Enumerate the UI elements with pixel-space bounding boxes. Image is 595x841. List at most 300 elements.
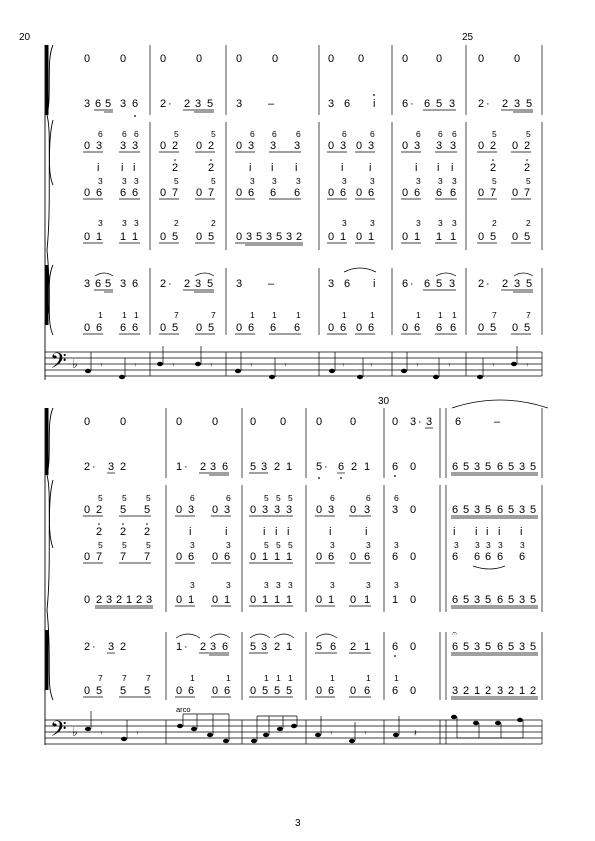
svg-text:3: 3 [520,540,525,550]
svg-text:1: 1 [392,594,399,606]
svg-text:5: 5 [208,322,215,334]
svg-text:3: 3 [474,641,481,653]
svg-text:7: 7 [524,187,531,199]
svg-text:3: 3 [224,504,231,516]
svg-text:0: 0 [212,685,219,697]
svg-text:6: 6 [364,551,371,563]
svg-text:5: 5 [211,129,216,139]
svg-text:3: 3 [261,461,268,473]
svg-text:3: 3 [122,218,127,228]
svg-text:1: 1 [286,594,293,606]
svg-text:5: 5 [144,504,151,516]
svg-text:0: 0 [212,594,219,606]
svg-text:0: 0 [512,187,519,199]
svg-text:𝄾: 𝄾 [100,361,103,371]
svg-text:0: 0 [84,187,91,199]
svg-text:3: 3 [296,176,301,186]
svg-text:–: – [268,98,275,110]
svg-text:0: 0 [196,53,203,65]
svg-text:5: 5 [526,278,533,290]
svg-text:5: 5 [288,493,293,503]
svg-text:0: 0 [176,504,183,516]
svg-text:0: 0 [196,322,203,334]
svg-text:1: 1 [262,594,269,606]
svg-text:3: 3 [342,218,347,228]
svg-text:6: 6 [120,322,127,334]
svg-text:1: 1 [126,594,133,606]
svg-text:0: 0 [316,416,323,428]
page-number: 3 [295,818,301,829]
svg-text:6: 6 [226,493,231,503]
svg-text:i: i [189,526,192,538]
flat-icon-2: ♭ [72,725,78,739]
svg-text:0: 0 [84,416,91,428]
svg-text:6: 6 [122,129,127,139]
svg-text:6: 6 [340,187,347,199]
svg-text:5: 5 [105,98,112,110]
svg-text:0: 0 [410,641,417,653]
svg-text:3: 3 [475,540,480,550]
row-bass-harmony-2 [84,580,538,608]
svg-text:3: 3 [519,594,526,606]
svg-text:0: 0 [350,504,357,516]
bass-clef-icon-2: 𝄢 [50,717,67,747]
svg-text:5: 5 [490,322,497,334]
svg-text:3: 3 [226,580,231,590]
svg-text:5: 5 [250,641,257,653]
svg-text:6: 6 [497,594,504,606]
svg-text:0: 0 [160,140,167,152]
svg-text:6: 6 [424,278,431,290]
svg-text:5: 5 [530,461,537,473]
svg-text:0: 0 [176,594,183,606]
row-rests [84,53,520,65]
svg-text:7: 7 [96,551,103,563]
svg-text:6: 6 [474,551,481,563]
svg-text:0: 0 [236,140,243,152]
svg-text:3: 3 [474,461,481,473]
svg-text:3: 3 [132,140,139,152]
svg-text:𝄾: 𝄾 [134,361,137,371]
svg-text:3: 3 [474,594,481,606]
svg-text:3: 3 [108,641,115,653]
svg-text:𝄾: 𝄾 [364,729,367,739]
bass-notes-1 [85,346,529,379]
svg-text:3: 3 [519,641,526,653]
svg-text:5: 5 [436,98,443,110]
svg-text:·: · [92,461,96,473]
svg-text:6: 6 [248,187,255,199]
svg-text:·: · [324,461,328,473]
svg-text:5: 5 [436,278,443,290]
svg-text:1: 1 [224,594,231,606]
svg-text:5: 5 [530,504,537,516]
svg-text:𝄾: 𝄾 [526,361,529,371]
svg-text:5: 5 [120,504,127,516]
svg-text:6: 6 [452,594,459,606]
svg-text:6: 6 [436,322,443,334]
svg-text:3: 3 [364,504,371,516]
svg-text:6: 6 [450,322,457,334]
svg-text:2: 2 [485,685,492,697]
svg-text:0: 0 [212,504,219,516]
svg-text:1: 1 [296,310,301,320]
svg-text:0: 0 [410,594,417,606]
svg-text:6: 6 [270,187,277,199]
row-chords-lower-2 [83,551,525,569]
bass-clef-icon: 𝄢 [50,349,67,379]
svg-text:3: 3 [519,461,526,473]
svg-text:3: 3 [410,416,417,428]
svg-text:3: 3 [120,278,127,290]
svg-text:2: 2 [172,162,179,174]
svg-text:3: 3 [250,176,255,186]
svg-text:1: 1 [450,231,457,243]
fermata-icon: 𝄐 [452,629,458,639]
svg-text:0: 0 [250,685,257,697]
svg-text:i: i [225,526,228,538]
svg-text:0: 0 [280,416,287,428]
svg-text:3: 3 [328,504,335,516]
svg-text:5: 5 [526,98,533,110]
svg-text:5: 5 [250,461,257,473]
svg-text:6: 6 [368,187,375,199]
svg-text:0: 0 [402,140,409,152]
svg-text:i: i [341,162,344,174]
svg-text:0: 0 [328,187,335,199]
svg-text:3: 3 [274,504,281,516]
svg-text:i: i [249,162,252,174]
svg-text:3: 3 [106,594,113,606]
svg-text:2: 2 [160,278,167,290]
svg-text:6: 6 [190,493,195,503]
svg-text:2: 2 [274,641,281,653]
svg-text:0: 0 [350,416,357,428]
svg-text:i: i [295,162,298,174]
svg-text:5: 5 [146,493,151,503]
svg-text:6: 6 [392,685,399,697]
svg-text:0: 0 [514,53,521,65]
svg-text:i: i [271,162,274,174]
svg-text:0: 0 [356,187,363,199]
svg-text:1: 1 [120,231,127,243]
svg-text:0: 0 [176,551,183,563]
svg-text:3: 3 [449,278,456,290]
svg-text:5: 5 [524,322,531,334]
svg-text:0: 0 [328,140,335,152]
svg-text:3: 3 [236,98,243,110]
svg-text:7: 7 [120,551,127,563]
svg-text:3: 3 [195,98,202,110]
measure-number-30: 30 [378,396,390,407]
svg-text:1: 1 [98,310,103,320]
svg-text:6: 6 [328,685,335,697]
svg-text:0: 0 [478,53,485,65]
svg-text:5: 5 [174,176,179,186]
svg-text:3: 3 [122,176,127,186]
svg-text:6: 6 [248,322,255,334]
svg-text:0: 0 [84,322,91,334]
svg-text:1: 1 [416,310,421,320]
svg-text:0: 0 [272,53,279,65]
svg-text:2: 2 [490,140,497,152]
svg-text:5: 5 [264,493,269,503]
svg-text:2: 2 [120,526,127,538]
svg-text:3: 3 [120,98,127,110]
svg-text:6: 6 [438,129,443,139]
svg-text:6: 6 [455,416,462,428]
svg-text:0: 0 [84,594,91,606]
svg-text:0: 0 [328,53,335,65]
svg-text:0: 0 [392,416,399,428]
svg-text:0: 0 [410,551,417,563]
svg-text:3: 3 [195,278,202,290]
svg-text:3: 3 [366,540,371,550]
svg-text:5: 5 [122,540,127,550]
svg-text:2: 2 [508,685,515,697]
svg-text:0: 0 [410,685,417,697]
svg-text:3: 3 [246,231,253,243]
svg-text:6: 6 [452,504,459,516]
svg-text:3: 3 [370,176,375,186]
row-rests-2 [84,400,548,428]
svg-text:3: 3 [452,218,457,228]
svg-text:3: 3 [146,594,153,606]
svg-text:0: 0 [402,231,409,243]
svg-text:1: 1 [274,551,281,563]
svg-text:5: 5 [208,231,215,243]
svg-text:5: 5 [262,685,269,697]
svg-text:3: 3 [288,580,293,590]
svg-text:3: 3 [366,580,371,590]
svg-text:0: 0 [196,231,203,243]
svg-text:·: · [486,278,490,290]
svg-text:7: 7 [174,310,179,320]
svg-text:6: 6 [270,322,277,334]
svg-text:7: 7 [172,187,179,199]
svg-text:i: i [287,526,290,538]
svg-text:3: 3 [210,641,217,653]
svg-text:3: 3 [414,140,421,152]
svg-text:6: 6 [272,129,277,139]
measure-number-25: 25 [462,32,474,43]
svg-text:i: i [121,162,124,174]
svg-text:6: 6 [132,278,139,290]
svg-text:0: 0 [160,322,167,334]
svg-text:6: 6 [402,98,409,110]
svg-text:𝄾: 𝄾 [342,361,345,371]
svg-text:5: 5 [105,278,112,290]
row-chords-upper-2 [83,493,538,518]
svg-text:5: 5 [146,540,151,550]
svg-text:1: 1 [274,594,281,606]
svg-text:0: 0 [356,231,363,243]
svg-text:i: i [329,526,332,538]
svg-text:i: i [275,526,278,538]
svg-text:0: 0 [402,53,409,65]
svg-text:3: 3 [294,140,301,152]
svg-text:6: 6 [338,461,345,473]
svg-text:6: 6 [296,129,301,139]
svg-text:6: 6 [370,129,375,139]
svg-text:6: 6 [414,187,421,199]
svg-text:5: 5 [492,176,497,186]
svg-text:1: 1 [122,310,127,320]
svg-text:5: 5 [144,685,151,697]
svg-text:0: 0 [358,53,365,65]
svg-text:5: 5 [276,231,283,243]
svg-text:3: 3 [134,176,139,186]
svg-text:1: 1 [438,310,443,320]
svg-text:0: 0 [84,53,91,65]
svg-text:3: 3 [264,580,269,590]
svg-text:1: 1 [519,685,526,697]
svg-text:3: 3 [514,278,521,290]
svg-text:2: 2 [492,218,497,228]
svg-text:5: 5 [463,594,470,606]
svg-text:6: 6 [96,322,103,334]
svg-text:3: 3 [328,98,335,110]
svg-text:0: 0 [512,231,519,243]
svg-text:𝄾: 𝄾 [284,361,287,371]
svg-text:𝄾: 𝄾 [370,361,373,371]
svg-text:6: 6 [485,551,492,563]
svg-text:3: 3 [210,461,217,473]
svg-text:6: 6 [132,98,139,110]
svg-text:1: 1 [132,231,139,243]
svg-text:2: 2 [351,461,358,473]
svg-text:6: 6 [188,685,195,697]
svg-text:0: 0 [350,594,357,606]
svg-text:1: 1 [190,673,195,683]
svg-text:0: 0 [316,594,323,606]
svg-text:3: 3 [120,140,127,152]
svg-text:7: 7 [490,187,497,199]
svg-text:1: 1 [286,551,293,563]
svg-text:2: 2 [136,594,143,606]
svg-text:3: 3 [330,580,335,590]
svg-text:3: 3 [134,218,139,228]
svg-text:5: 5 [211,176,216,186]
svg-text:2: 2 [350,641,357,653]
svg-text:2: 2 [524,162,531,174]
svg-text:0: 0 [84,504,91,516]
svg-text:0: 0 [84,685,91,697]
svg-text:5: 5 [174,129,179,139]
svg-text:3: 3 [416,176,421,186]
svg-text:6: 6 [452,461,459,473]
svg-text:5: 5 [463,461,470,473]
svg-text:0: 0 [350,685,357,697]
svg-text:3: 3 [449,98,456,110]
svg-text:6: 6 [414,322,421,334]
svg-text:3: 3 [438,176,443,186]
svg-text:5: 5 [526,129,531,139]
svg-text:0: 0 [356,322,363,334]
svg-text:5: 5 [508,504,515,516]
svg-text:𝄽: 𝄽 [414,729,417,739]
svg-text:2: 2 [502,98,509,110]
svg-text:1: 1 [288,673,293,683]
svg-text:2: 2 [116,594,123,606]
svg-text:5: 5 [256,231,263,243]
svg-text:0: 0 [402,322,409,334]
svg-text:0: 0 [84,231,91,243]
svg-text:6: 6 [294,187,301,199]
svg-text:𝄾: 𝄾 [492,361,495,371]
flat-icon: ♭ [72,357,78,371]
svg-text:7: 7 [98,673,103,683]
svg-text:6: 6 [330,641,337,653]
svg-text:i: i [520,526,523,538]
svg-text:2: 2 [530,685,537,697]
bass-notes-2 [85,711,523,743]
svg-text:5: 5 [276,493,281,503]
svg-text:0: 0 [478,322,485,334]
svg-text:3: 3 [392,504,399,516]
svg-text:5: 5 [485,594,492,606]
svg-text:5: 5 [207,98,214,110]
svg-text:2: 2 [172,140,179,152]
system-1 [19,32,542,380]
svg-text:3: 3 [450,140,457,152]
svg-text:0: 0 [196,187,203,199]
svg-text:2: 2 [96,594,103,606]
svg-text:6: 6 [294,322,301,334]
svg-text:7: 7 [526,310,531,320]
svg-text:5: 5 [316,461,323,473]
svg-text:0: 0 [402,187,409,199]
svg-text:1: 1 [436,231,443,243]
svg-text:5: 5 [122,493,127,503]
svg-text:7: 7 [211,310,216,320]
svg-text:·: · [92,641,96,653]
svg-text:6: 6 [328,551,335,563]
svg-text:3: 3 [248,140,255,152]
svg-text:1: 1 [226,673,231,683]
svg-text:6: 6 [188,551,195,563]
svg-text:5: 5 [172,322,179,334]
svg-text:0: 0 [160,231,167,243]
svg-text:5: 5 [264,540,269,550]
svg-text:0: 0 [328,322,335,334]
svg-text:1: 1 [368,231,375,243]
svg-text:1: 1 [328,594,335,606]
svg-text:i: i [453,526,456,538]
svg-text:7: 7 [146,673,151,683]
svg-text:5: 5 [492,129,497,139]
svg-text:6: 6 [394,493,399,503]
svg-text:0: 0 [250,551,257,563]
svg-text:5: 5 [286,685,293,697]
svg-text:i: i [437,162,440,174]
svg-text:6: 6 [392,551,399,563]
svg-text:5: 5 [98,493,103,503]
svg-text:3: 3 [454,540,459,550]
svg-text:1: 1 [250,310,255,320]
svg-text:i: i [373,98,376,110]
row-melody-3 [84,461,538,479]
svg-text:2: 2 [211,218,216,228]
svg-text:0: 0 [316,551,323,563]
svg-text:6: 6 [95,278,102,290]
svg-text:6: 6 [497,641,504,653]
svg-text:3: 3 [188,504,195,516]
svg-text:2: 2 [502,278,509,290]
svg-text:6: 6 [416,129,421,139]
svg-text:7: 7 [208,187,215,199]
svg-text:6: 6 [497,504,504,516]
